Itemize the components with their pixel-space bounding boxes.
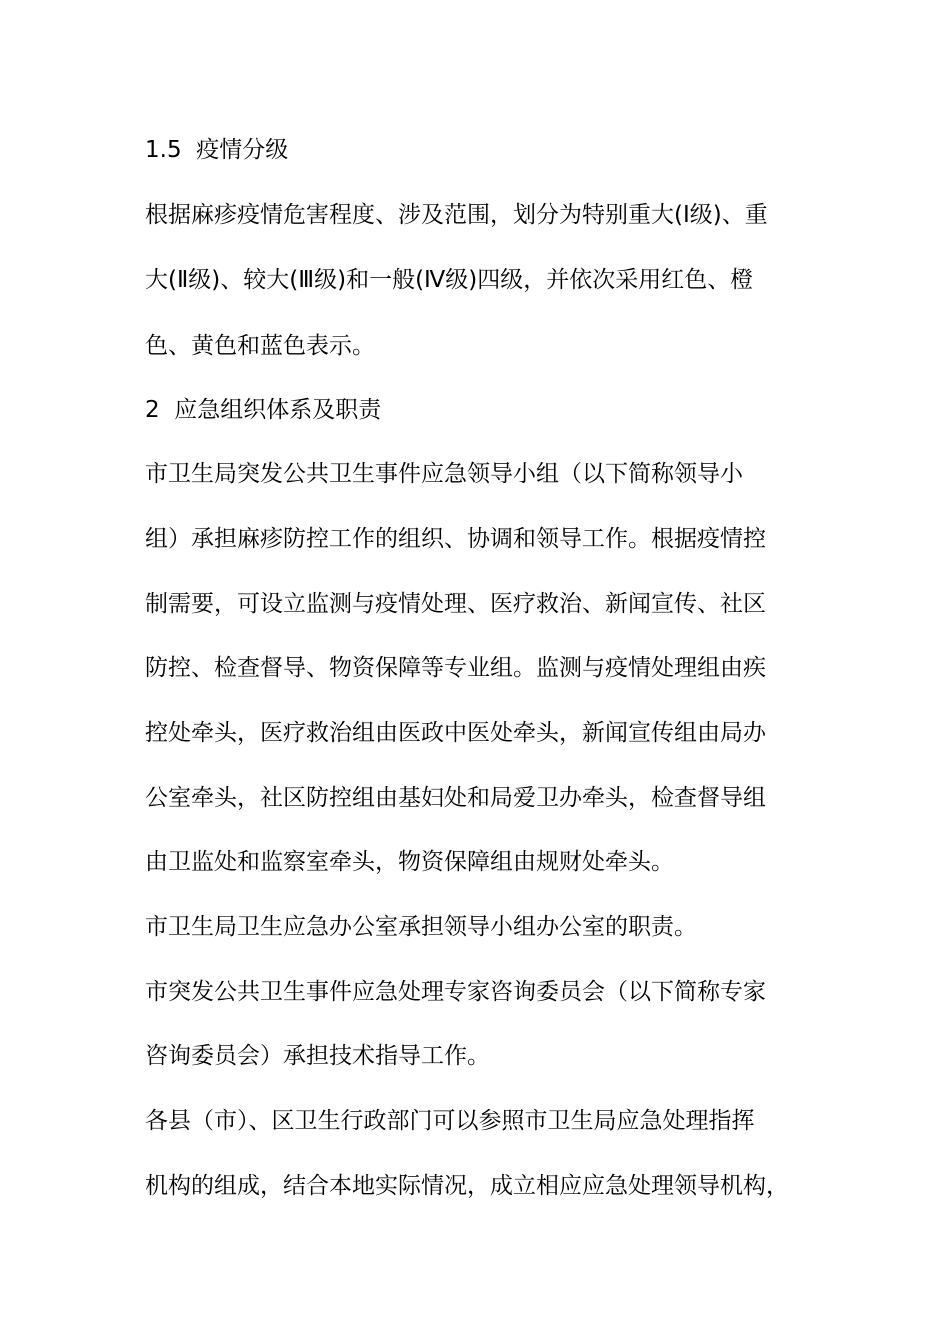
section-heading-1-5 (145, 134, 845, 166)
paragraph-line: 色、黄色和蓝色表示。 (145, 333, 375, 359)
paragraph-line: 公室牵头，社区防控组由基妇处和局爱卫办牵头，检查督导组 (145, 785, 766, 811)
paragraph-line: 组）承担麻疹防控工作的组织、协调和领导工作。根据疫情控 (145, 526, 766, 552)
paragraph-line: 机构的组成，结合本地实际情况，成立相应应急处理领导机构， (145, 1173, 789, 1199)
section-number: 2 (145, 397, 160, 423)
paragraph-line: 制需要，可设立监测与疫情处理、医疗救治、新闻宣传、社区 (145, 591, 766, 617)
paragraph-line: 市卫生局卫生应急办公室承担领导小组办公室的职责。 (145, 914, 697, 940)
section-heading-2 (145, 394, 845, 426)
paragraph-line: 控处牵头，医疗救治组由医政中医处牵头，新闻宣传组由局办 (145, 720, 766, 746)
section-number: 1.5 (145, 137, 182, 163)
section-title: 疫情分级 (196, 137, 289, 163)
paragraph-line: 市卫生局突发公共卫生事件应急领导小组（以下简称领导小 (145, 461, 743, 487)
section-title: 应急组织体系及职责 (174, 397, 382, 423)
paragraph-line: 防控、检查督导、物资保障等专业组。监测与疫情处理组由疾 (145, 655, 766, 681)
paragraph-line: 由卫监处和监察室牵头，物资保障组由规财处牵头。 (145, 849, 674, 875)
paragraph-line: 各县（市）、区卫生行政部门可以参照市卫生局应急处理指挥 (145, 1108, 755, 1134)
paragraph-line: 咨询委员会）承担技术指导工作。 (145, 1043, 490, 1069)
paragraph-line: 大(Ⅱ级)、较大(Ⅲ级)和一般(Ⅳ级)四级，并依次采用红色、橙 (145, 267, 754, 293)
paragraph-line: 根据麻疹疫情危害程度、涉及范围，划分为特别重大(Ⅰ级)、重 (145, 202, 768, 228)
paragraph-line: 市突发公共卫生事件应急处理专家咨询委员会（以下简称专家 (145, 979, 766, 1005)
